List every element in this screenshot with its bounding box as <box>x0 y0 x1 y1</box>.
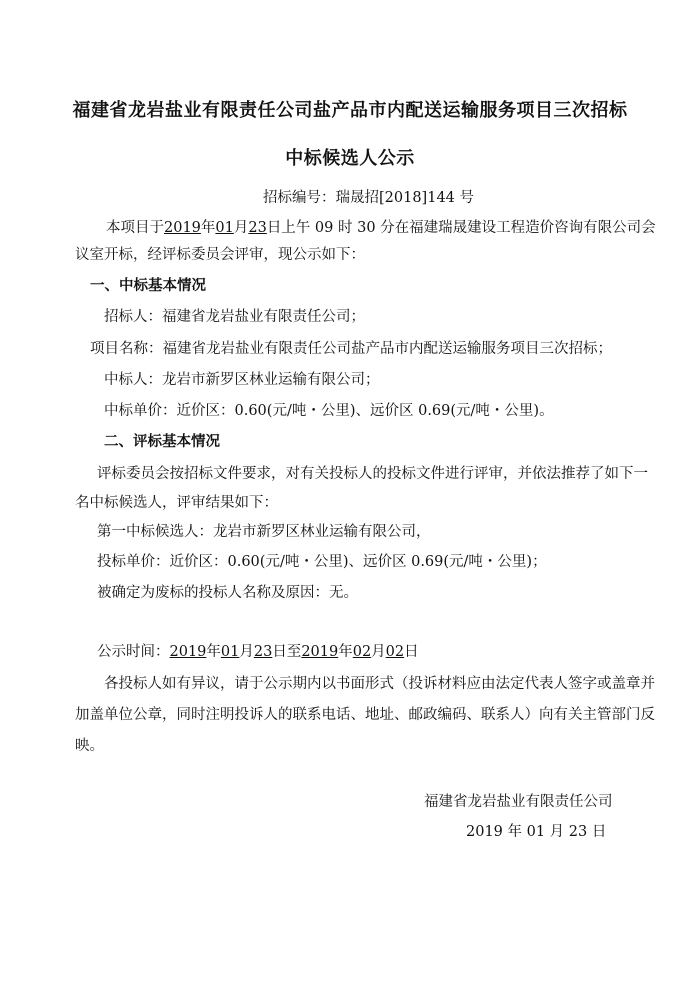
publicity-period <box>97 640 419 661</box>
publicity-unit: 日至 <box>272 644 302 660</box>
publicity-unit: 月 <box>239 644 254 660</box>
intro-year-unit: 年 <box>200 220 216 236</box>
document-title: 福建省龙岩盐业有限责任公司盐产品市内配送运输服务项目三次招标 <box>72 100 628 121</box>
section-2-heading: 二、评标基本情况 <box>104 434 220 450</box>
publicity-end-day: 02 <box>385 644 405 660</box>
publicity-unit: 年 <box>206 644 221 660</box>
tenderer: 招标人：福建省龙岩盐业有限责任公司； <box>104 309 365 325</box>
intro-rest: 日上午 09 时 30 分在福建瑞晟建设工程造价咨询有限公司会 <box>266 220 656 236</box>
objection-paragraph-line-2: 加盖单位公章，同时注明投诉人的联系电话、地址、邮政编码、联系人）向有关主管部门反 <box>75 707 655 723</box>
publicity-end-year: 2019 <box>301 644 339 660</box>
publicity-start-day: 23 <box>253 644 273 660</box>
bid-unit-price: 投标单价：近价区：0.60(元/吨・公里)、远价区 0.69(元/吨・公里)； <box>97 554 547 570</box>
publicity-end-month: 02 <box>352 644 372 660</box>
objection-paragraph-line-1: 各投标人如有异议，请于公示期内以书面形式（投诉材料应由法定代表人签字或盖章并 <box>104 676 655 692</box>
publicity-unit: 月 <box>371 644 386 660</box>
document-subtitle: 中标候选人公示 <box>285 148 415 169</box>
intro-paragraph-line-1 <box>106 216 656 237</box>
signature-date: 2019 年 01 月 23 日 <box>466 824 607 840</box>
intro-month-unit: 月 <box>233 220 249 236</box>
publicity-label: 公示时间： <box>97 644 170 660</box>
intro-year: 2019 <box>164 220 201 236</box>
intro-month: 01 <box>215 220 234 236</box>
winning-bidder: 中标人：龙岩市新罗区林业运输有限公司； <box>104 372 380 388</box>
intro-day: 23 <box>248 220 267 236</box>
tender-number: 招标编号：瑞晟招[2018]144 号 <box>263 190 474 206</box>
evaluation-paragraph-line-2: 名中标候选人，评审结果如下： <box>75 495 278 511</box>
publicity-start-month: 01 <box>220 644 240 660</box>
publicity-unit: 年 <box>338 644 353 660</box>
intro-prefix: 本项目于 <box>106 220 164 236</box>
winning-unit-price: 中标单价：近价区：0.60(元/吨・公里)、远价区 0.69(元/吨・公里)。 <box>104 403 554 419</box>
rejected-bidders: 被确定为废标的投标人名称及原因：无。 <box>97 585 358 601</box>
publicity-start-year: 2019 <box>169 644 207 660</box>
project-name: 项目名称：福建省龙岩盐业有限责任公司盐产品市内配送运输服务项目三次招标； <box>90 341 612 357</box>
section-1-heading: 一、中标基本情况 <box>90 278 206 294</box>
objection-paragraph-line-3: 映。 <box>75 738 104 754</box>
evaluation-paragraph-line-1: 评标委员会按招标文件要求，对有关投标人的投标文件进行评审，并依法推荐了如下一 <box>97 466 648 482</box>
publicity-unit: 日 <box>404 644 419 660</box>
signature-company: 福建省龙岩盐业有限责任公司 <box>424 794 613 810</box>
intro-paragraph-line-2: 议室开标，经评标委员会评审，现公示如下： <box>75 247 365 263</box>
first-candidate: 第一中标候选人：龙岩市新罗区林业运输有限公司， <box>97 524 431 540</box>
